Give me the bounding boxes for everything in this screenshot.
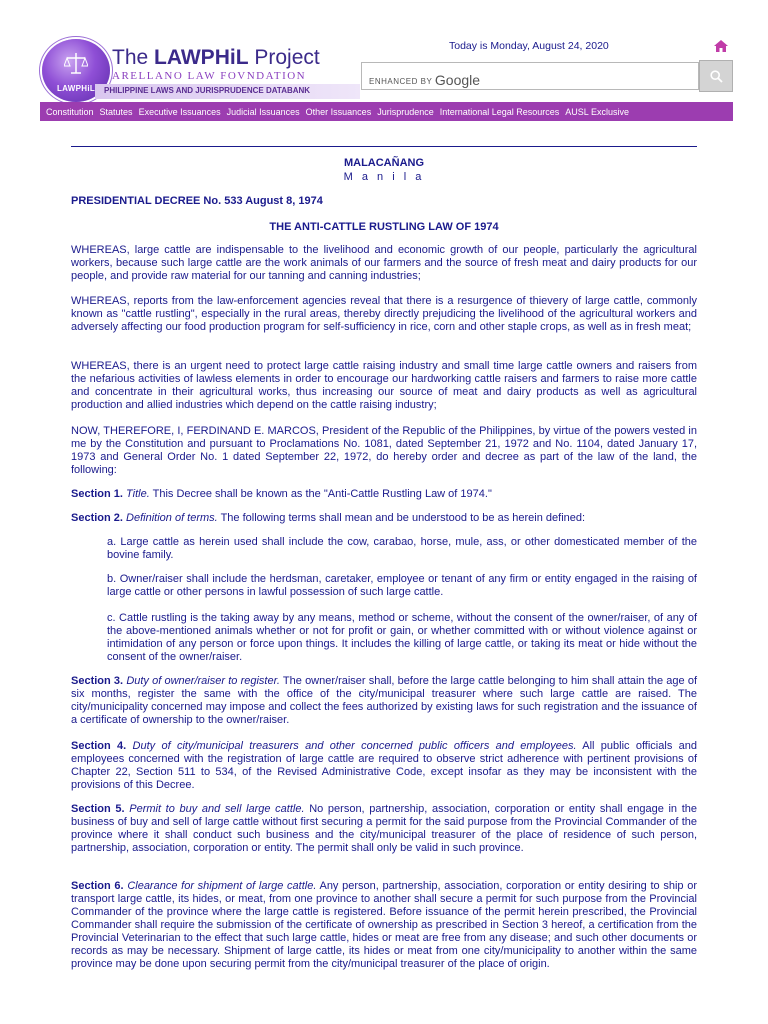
section-1 [71,488,697,501]
search-input[interactable] [361,62,699,90]
today-date: Today is Monday, August 24, 2020 [449,40,609,52]
section-text: This Decree shall be known as the "Anti-Cattle Rustling Law of 1974." [149,488,492,500]
law-title: THE ANTI-CATTLE RUSTLING LAW OF 1974 [269,221,499,233]
section-text: No person, partnership, association, corporation or entity shall engage in the business of buy and sell of large cattle without first securing a permit for the said purpose from the Provincial Commander of the province where it shall conduct such business and the city/municipal treasurer of the place of residence of such person, partnership, association, corporation or entity. The permit shall only be valid in such province. [71,803,697,854]
definition-b: b. Owner/raiser shall include the herdsman, caretaker, employee or tenant of any firm or entity engaged in the raising of large cattle or other persons in lawful possession of such large cattle. [107,573,697,598]
nav-judicial-issuances[interactable]: Judicial Issuances [226,106,300,117]
google-logo-text: Google [434,72,481,88]
section-2 [71,512,697,525]
search-button[interactable] [699,60,733,92]
section-heading: Permit to buy and sell large cattle. [129,803,305,815]
section-4 [71,740,697,792]
section-6 [71,880,697,971]
section-label: Section 6. [71,880,124,892]
search-branding [369,71,480,87]
search-icon [710,70,723,83]
section-text: Any person, partnership, association, corporation or entity desiring to ship or transport large cattle, its hides, or meat, from one province to another shall secure a permit for such purpose from the Provincial Commander of the province where the large cattle is registered. Before issuance of the permit herein prescribed, the Provincial Commander shall require the submission of the certificate of ownership as prescribed in Section 3 hereof, a certification from the Provincial Veterinarian to the effect that such large cattle, hides or meat are free from any disease; and such other documents or records as may be necessary. Shipment of large cattle, its hides or meat from one city/municipality to another within the same province may be done upon securing permit from the city/municipal treasurer of the place of origin. [71,880,698,970]
enacting-clause: NOW, THEREFORE, I, FERDINAND E. MARCOS, President of the Republic of the Philippines, by virtue of the powers vested in me by the Constitution and pursuant to Proclamations No. 1081, dated September 21, 1972 and No. 1104, dated January 17, 1973 and General Order No. 1 dated September 22, 1972, do hereby order and decree as part of the law of the land, the following: [71,425,697,476]
section-heading: Duty of owner/raiser to register. [126,675,280,687]
section-label: Section 5. [71,803,125,815]
seal-text: LAWPHiL [56,84,96,93]
nav-statutes[interactable]: Statutes [99,106,133,117]
brand-title-suffix: Project [248,46,320,69]
site-header [0,0,768,125]
section-heading: Duty of city/municipal treasurers and other concerned public officers and employees. [132,740,577,752]
nav-other-issuances[interactable]: Other Issuances [305,106,372,117]
brand-title-bold: LAWPHiL [154,46,249,69]
search-enhanced-label: ENHANCED BY [369,77,433,86]
section-3 [71,675,697,727]
section-heading: Clearance for shipment of large cattle. [127,880,317,892]
section-5 [71,803,697,855]
section-text: The following terms shall mean and be understood to be as herein defined: [217,512,586,524]
whereas-clause-2: WHEREAS, reports from the law-enforcement agencies reveal that there is a resurgence of thievery of large cattle, commonly known as "cattle rustling", especially in the rural areas, thereby directly prejudicing the livelihood of the agricultural workers and adversely affecting our food production program for self-sufficiency in rice, corn and other staple crops, as well as in fresh meat; [71,295,697,333]
nav-constitution[interactable]: Constitution [46,106,94,117]
issuing-city: M a n i l a [343,171,425,183]
whereas-clause-3: WHEREAS, there is an urgent need to protect large cattle raising industry and small time large cattle owners and raisers from the nefarious activities of lawless elements in order to encourage our hardworking cattle raisers and farmers to raise more cattle and concentrate in their agricultural works, thus increasing our source of meat and dairy products as well as agricultural production and allied industries which depend on the cattle raising industry; [71,360,697,411]
section-text: All public officials and employees concerned with the registration of large cattle are required to observe strict adherence with pertinent provisions of Chapter 22, Section 511 to 534, of the Revised Administrative Code, except insofar as they may be inconsistent with the provisions of this Decree. [71,740,697,791]
whereas-clause-1: WHEREAS, large cattle are indispensable to the livelihood and economic growth of our people, particularly the agricultural workers, because such large cattle are the work animals of our farmers and the source of fresh meat and dairy products for our people, and provide raw material for our tanning and canning industries; [71,244,697,282]
section-text: The owner/raiser shall, before the large cattle belonging to him shall attain the age of six months, register the same with the office of the city/municipal treasurer where such large cattle are raised. The city/municipality concerned may impose and collect the fees authorized by existing laws for such registration and the issuance of a certificate of ownership to the owner/raiser. [71,675,698,726]
section-heading: Title. [126,488,150,500]
nav-executive-issuances[interactable]: Executive Issuances [138,106,221,117]
brand-title-prefix: The [112,46,155,69]
nav-ausl-exclusive[interactable]: AUSL Exclusive [565,106,629,117]
definition-c: c. Cattle rustling is the taking away by any means, method or scheme, without the consent of the owner/raiser, of any of the above-mentioned animals whether or not for profit or gain, or whether committed with or without violence against or intimidation of any person or force upon things. It includes the killing of large cattle, or taking its meat or hide without the consent of the owner/raiser. [107,612,697,663]
section-label: Section 3. [71,675,124,687]
definition-a: a. Large cattle as herein used shall include the cow, carabao, horse, mule, ass, or other domesticated member of the bovine family. [107,536,697,561]
home-icon[interactable] [713,39,729,53]
nav-international-legal-resources[interactable]: International Legal Resources [439,106,560,117]
brand-subtitle: ARELLANO LAW FOVNDATION [112,70,307,82]
issuing-office: MALACAÑANG [343,157,425,169]
nav-jurisprudence[interactable]: Jurisprudence [377,106,434,117]
section-label: Section 1. [71,488,123,500]
section-label: Section 2. [71,512,123,524]
section-label: Section 4. [71,740,127,752]
main-nav [40,102,733,121]
brand-tagline: PHILIPPINE LAWS AND JURISPRUDENCE DATABANK [104,86,311,95]
decree-number: PRESIDENTIAL DECREE No. 533 August 8, 1974 [71,195,323,207]
section-heading: Definition of terms. [126,512,218,524]
brand-title[interactable] [112,46,320,70]
divider [71,146,697,147]
scales-of-justice-icon [64,51,88,77]
